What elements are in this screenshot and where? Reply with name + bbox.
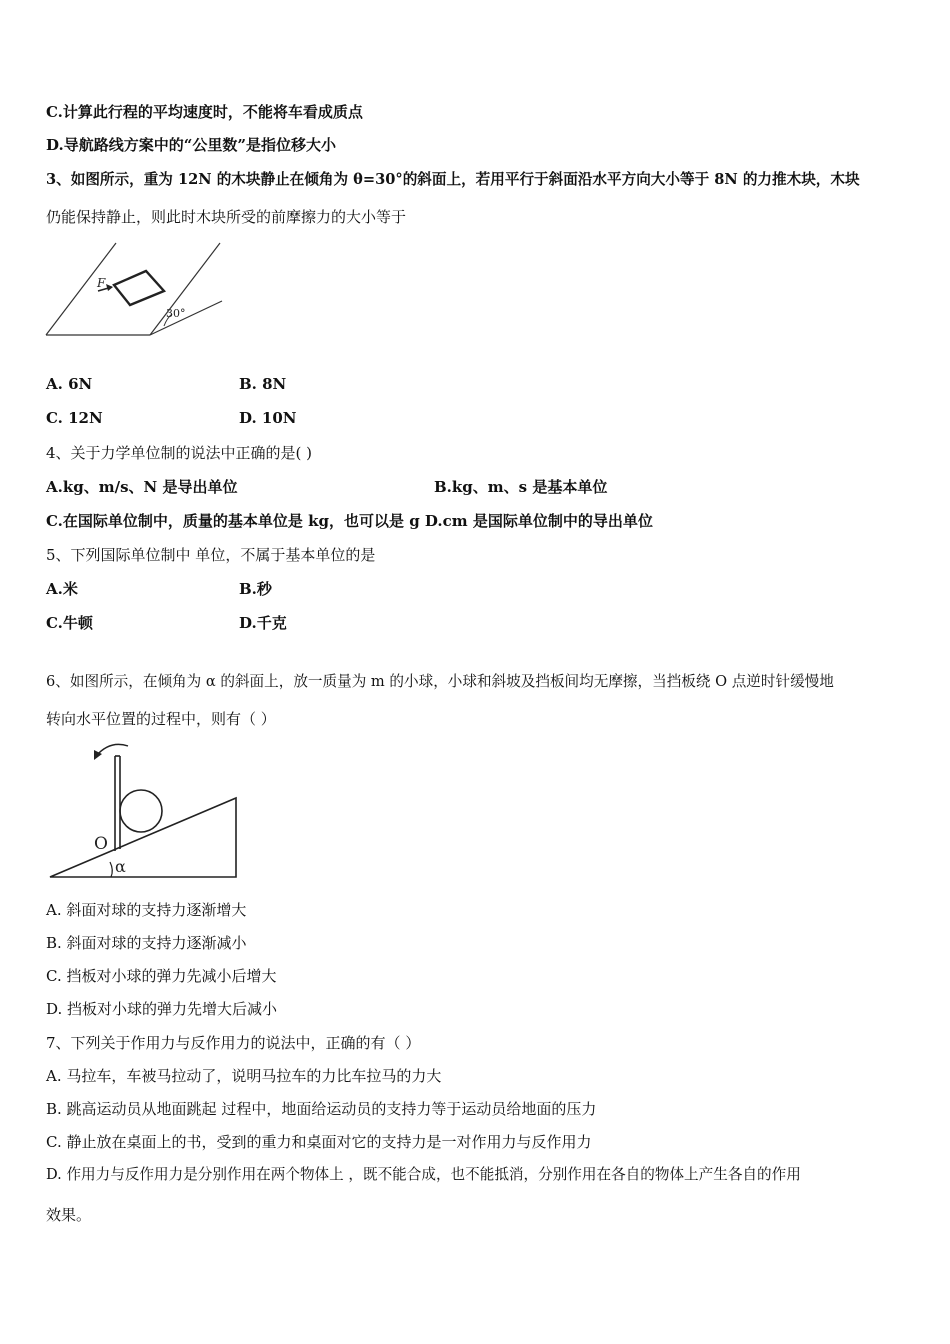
- q3-option-a: A. 6N: [46, 375, 93, 393]
- q3-incline-figure: [44, 235, 229, 345]
- q6-option-b: B. 斜面对球的支持力逐渐减小: [46, 934, 247, 952]
- q3-stem-line1: 3、如图所示，重为 12N 的木块静止在倾角为 θ=30°的斜面上，若用平行于斜面沿水平方向大小等于 8N 的力推木块，木块: [46, 171, 860, 188]
- q3-option-d: D. 10N: [239, 409, 297, 427]
- q3-angle-label: 30°: [166, 307, 186, 320]
- q6-incline-figure: [44, 736, 244, 881]
- q2-option-d: D.导航路线方案中的“公里数”是指位移大小: [46, 136, 336, 154]
- q3-stem-line2: 仍能保持静止，则此时木块所受的前摩擦力的大小等于: [46, 208, 407, 226]
- q3-option-b: B. 8N: [239, 375, 287, 393]
- q4-option-b: B.kg、m、s 是基本单位: [434, 478, 608, 496]
- q6-option-d: D. 挡板对小球的弹力先增大后减小: [46, 1000, 278, 1018]
- q3-block: [114, 271, 164, 305]
- q7-option-a: A. 马拉车，车被马拉动了，说明马拉车的力比车拉马的力大: [46, 1067, 442, 1085]
- q6-option-a: A. 斜面对球的支持力逐渐增大: [46, 901, 247, 919]
- q5-stem: 5、下列国际单位制中 单位，不属于基本单位的是: [46, 546, 376, 564]
- q3-option-c: C. 12N: [46, 409, 103, 427]
- q6-option-c: C. 挡板对小球的弹力先减小后增大: [46, 967, 277, 985]
- q5-option-c: C.牛顿: [46, 614, 93, 632]
- q4-stem: 4、关于力学单位制的说法中正确的是( ): [46, 444, 313, 462]
- q4-option-cd: C.在国际单位制中，质量的基本单位是 kg，也可以是 g D.cm 是国际单位制中的导出单位: [46, 512, 653, 530]
- q4-option-a: A.kg、m/s、N 是导出单位: [46, 478, 238, 496]
- q7-option-c: C. 静止放在桌面上的书，受到的重力和桌面对它的支持力是一对作用力与反作用力: [46, 1133, 592, 1151]
- q7-stem: 7、下列关于作用力与反作用力的说法中，正确的有（ ）: [46, 1034, 421, 1052]
- q6-angle-label: α: [115, 857, 126, 876]
- q3-force-label: F: [97, 276, 106, 290]
- q6-stem-line1: 6、如图所示，在倾角为 α 的斜面上，放一质量为 m 的小球，小球和斜坡及挡板间均无摩擦，当挡板绕 O 点逆时针缓慢地: [46, 673, 834, 690]
- q6-ball: [120, 790, 162, 832]
- q6-pivot-label: O: [94, 834, 108, 854]
- q5-option-a: A.米: [46, 580, 78, 598]
- q7-option-d-line2: 效果。: [46, 1206, 92, 1224]
- q5-option-b: B.秒: [239, 580, 272, 598]
- q6-stem-line2: 转向水平位置的过程中，则有（ ）: [46, 710, 276, 728]
- q5-option-d: D.千克: [239, 614, 287, 632]
- q6-incline: [50, 798, 236, 877]
- q7-option-b: B. 跳高运动员从地面跳起 过程中，地面给运动员的支持力等于运动员给地面的压力: [46, 1100, 597, 1118]
- q7-option-d-line1: D. 作用力与反作用力是分别作用在两个物体上 ，既不能合成，也不能抵消，分别作用在各自的物体上产生各自的作用: [46, 1166, 801, 1183]
- q2-option-c: C.计算此行程的平均速度时，不能将车看成质点: [46, 103, 363, 121]
